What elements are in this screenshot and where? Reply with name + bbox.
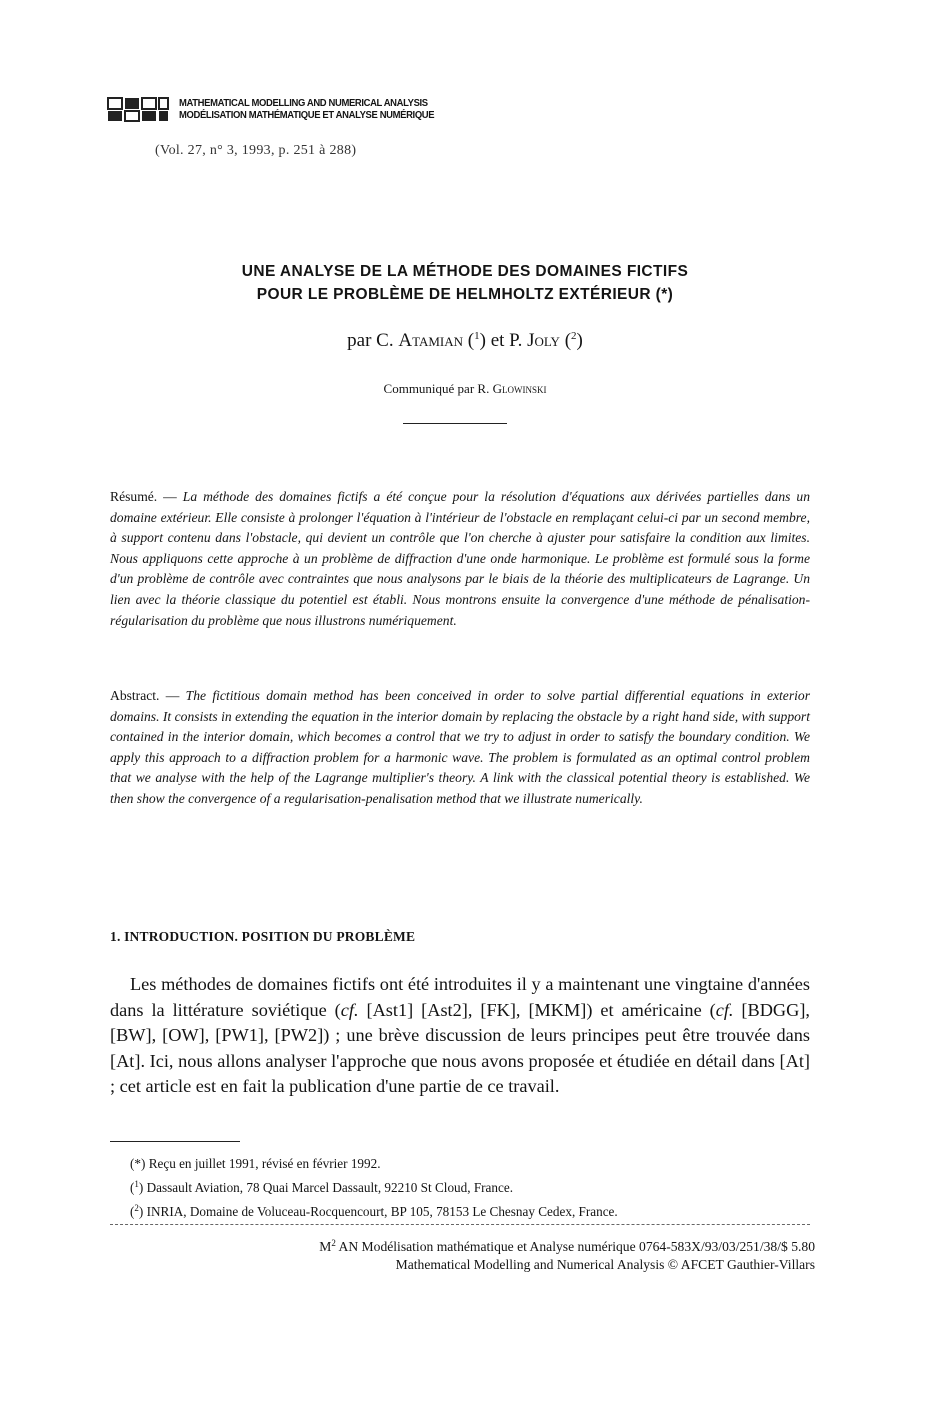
- intro-paragraph: [110, 972, 810, 1100]
- author-joly: Joly: [527, 330, 560, 351]
- article-title-line1: UNE ANALYSE DE LA MÉTHODE DES DOMAINES FICTIFS: [241, 263, 689, 280]
- intro-text-3: [BDGG], [BW], [OW], [PW1], [PW2]) ; une brève discussion de leurs principes peut être trouvée dans [At]. Ici, nous allons analyser l'approche que nous avons proposée et étudiée en détail dans [At] ; cet article est en fait la publication d'une partie de ce travail.: [110, 999, 810, 1096]
- m2-prefix: M: [319, 1239, 332, 1254]
- authors-prefix: par C.: [347, 330, 394, 351]
- footnotes: [130, 1154, 618, 1222]
- footnote-1: ($^1$) Dassault Aviation, 78 Quai Marcel Dassault, 92210 St Cloud, France.: [130, 1179, 513, 1195]
- communicated-prefix: Communiqué par R.: [383, 381, 490, 396]
- journal-logo-icon: [107, 96, 169, 122]
- journal-info-line1: [110, 1238, 815, 1255]
- journal-header: [107, 96, 463, 122]
- title-divider: [403, 423, 507, 424]
- communicated-by: [0, 381, 930, 397]
- abstract-lead: Abstract. —: [110, 688, 186, 703]
- resume-text: La méthode des domaines fictifs a été conçue pour la résolution d'équations aux dérivées partielles dans un domaine extérieur. Elle consiste à prolonger l'équation à l'intérieur de l'obstacle en remplaçant celui-ci par un second membre, à support contenu dans l'obstacle, qui devient un contrôle que l'on cherche à ajuster pour satisfaire la condition aux limites. Nous appliquons cette approche à un problème de diffraction d'une onde harmonique. Le problème est formulé sous la forme d'un problème de contrôle avec contraintes que nous analysons par le biais de la théorie des multiplicateurs de Lagrange. Un lien avec la théorie classique du potentiel est établi. Nous montrons ensuite la convergence d'une méthode de pénalisation-régularisation du problème que nous illustrons numériquement.: [110, 489, 810, 628]
- author-atamian: Atamian: [398, 330, 464, 351]
- footnote-mark-2: 2: [134, 1203, 139, 1213]
- footnote-divider: [110, 1141, 240, 1142]
- footnote-text-1: Dassault Aviation, 78 Quai Marcel Dassault, 92210 St Cloud, France.: [146, 1180, 513, 1195]
- footnote-mark-1: 1: [134, 1179, 139, 1189]
- journal-title-fr: MODÉLISATION MATHÉMATIQUE ET ANALYSE NUMÉRIQUE: [179, 109, 435, 121]
- article-title: [0, 260, 930, 306]
- journal-titles: [179, 97, 434, 121]
- bottom-divider: [110, 1224, 810, 1225]
- authors-line: par C. Atamian ($^1$) et P. Joly ($^2$): [347, 330, 583, 351]
- intro-cf-2: cf.: [715, 999, 734, 1020]
- m2-sup: 2: [331, 1238, 336, 1248]
- journal-info-line2: Mathematical Modelling and Numerical Analysis © AFCET Gauthier-Villars: [395, 1257, 815, 1272]
- resume-lead: Résumé. —: [110, 489, 183, 504]
- footnote-text-received: Reçu en juillet 1991, révisé en février 1992.: [148, 1156, 381, 1171]
- volume-info: (Vol. 27, n° 3, 1993, p. 251 à 288): [155, 143, 357, 158]
- footnote-mark-star: (*): [130, 1156, 146, 1171]
- section-heading: 1. INTRODUCTION. POSITION DU PROBLÈME: [110, 929, 416, 944]
- intro-text-2: [Ast1] [Ast2], [FK], [MKM]) et américaine (: [358, 999, 716, 1020]
- communicator-name: Glowinski: [492, 381, 547, 396]
- resume-paragraph: [110, 487, 810, 631]
- abstract-paragraph: [110, 686, 810, 810]
- authors-conj: et P.: [490, 330, 523, 351]
- author2-footnote-ref: 2: [571, 330, 577, 342]
- article-title-line2: POUR LE PROBLÈME DE HELMHOLTZ EXTÉRIEUR (*): [256, 286, 674, 303]
- abstract-text: The fictitious domain method has been conceived in order to solve partial differential equations in exterior domains. It consists in extending the equation in the interior domain by replacing the obstacle by a right hand side, with support contained in the interior domain, which becomes a control that we try to adjust in order to satisfy the boundary condition. We apply this approach to a diffraction problem for a harmonic wave. The problem is formulated as an optimal control problem that we analyse with the help of the Lagrange multiplier's theory. A link with the classical potential theory is established. We then show the convergence of a regularisation-penalisation method that we illustrate numerically.: [110, 688, 810, 806]
- footnote-text-2: INRIA, Domaine de Voluceau-Rocquencourt, BP 105, 78153 Le Chesnay Cedex, France.: [146, 1204, 618, 1219]
- intro-text-1: Les méthodes de domaines fictifs ont été introduites il y a maintenant une vingtaine d'années dans la littérature soviétique (: [110, 974, 810, 1020]
- footnote-2: ($^2$) INRIA, Domaine de Voluceau-Rocquencourt, BP 105, 78153 Le Chesnay Cedex, France.: [130, 1203, 618, 1219]
- journal-info-text1: AN Modélisation mathématique et Analyse numérique 0764-583X/93/03/251/38/$ 5.80: [335, 1239, 815, 1254]
- author1-footnote-ref: 1: [474, 330, 480, 342]
- intro-cf-1: cf.: [340, 999, 359, 1020]
- journal-title-en: MATHEMATICAL MODELLING AND NUMERICAL ANALYSIS: [179, 97, 428, 109]
- footnote-received: [130, 1154, 618, 1174]
